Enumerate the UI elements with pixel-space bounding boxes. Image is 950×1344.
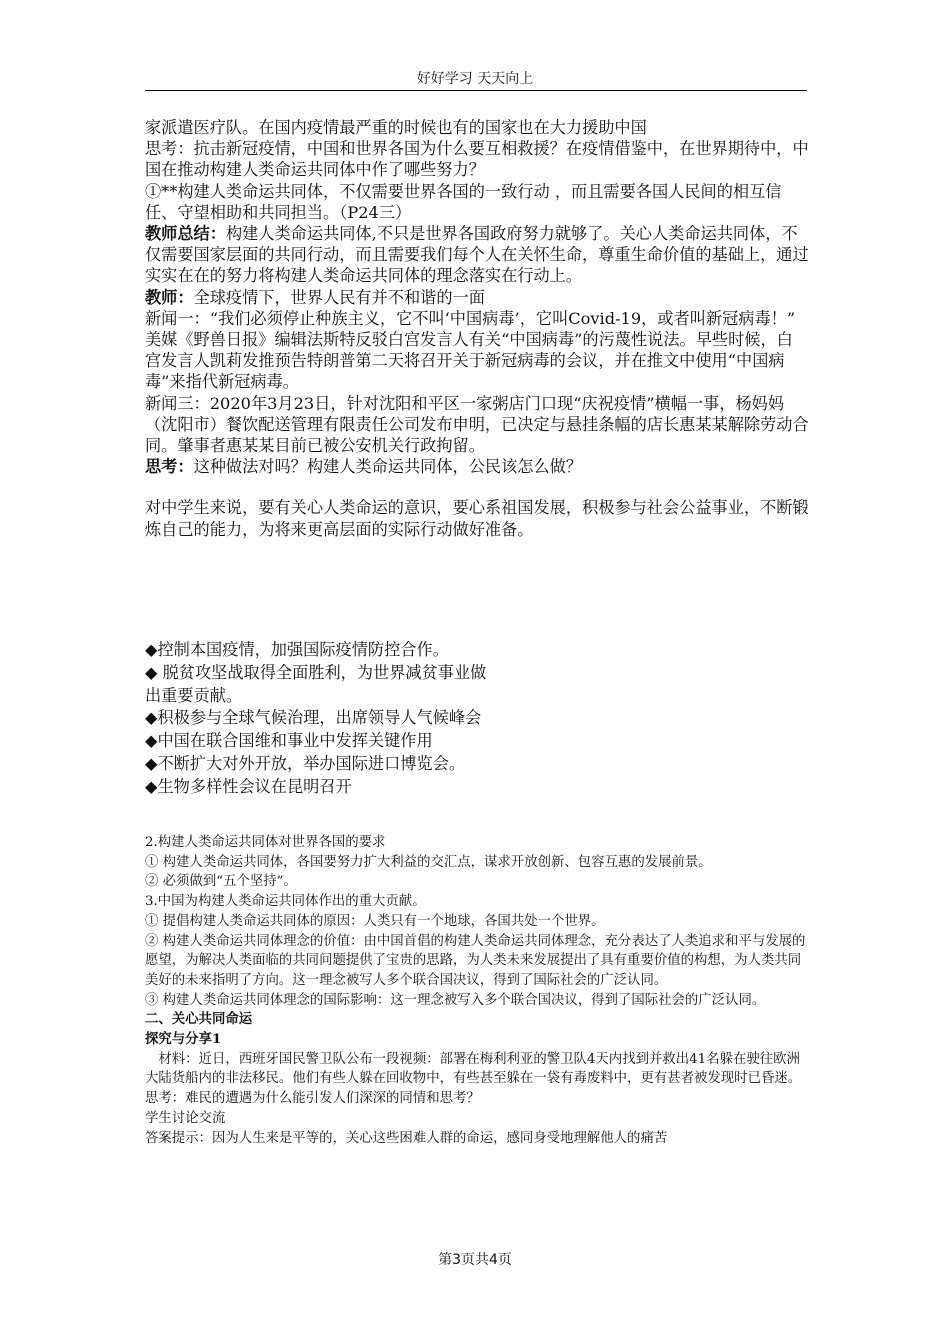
bullet-item: ◆ 脱贫攻坚战取得全面胜利，为世界减贫事业做: [145, 662, 487, 682]
teacher-summary: [145, 223, 809, 287]
discussion-line: 学生讨论交流: [145, 1110, 226, 1126]
answer-line: 答案提示：因为人生来是平等的，关心这些困难人群的命运，感同身受地理解他人的痛苦: [145, 1130, 668, 1146]
contribution-3: ③ 构建人类命运共同体理念的国际影响：这一理念被写入多个联合国决议，得到了国际社会的广泛认同。: [145, 992, 766, 1008]
think-3: 思考：难民的遭遇为什么能引发人们深深的同情和思考？: [145, 1091, 480, 1107]
bullet-item: ◆中国在联合国维和事业中发挥关键作用: [145, 731, 433, 751]
news-three: 新闻三：2020年3月23日，针对沈阳和平区一家粥店门口现“庆祝疫情”横幅一事，杨妈妈（沈阳市）餐饮配送管理有限责任公司发布申明，已决定与悬挂条幅的店长惠某某解除劳动合同。肇事者惠某某目前已被公安机关行政拘留。: [145, 393, 809, 456]
knowledge-section: [145, 833, 809, 1148]
requirement-1: ① 构建人类命运共同体，各国要努力扩大利益的交汇点，谋求开放创新、包容互惠的发展前景。: [145, 854, 712, 870]
think-2-label: 思考：: [145, 457, 194, 477]
bullet-item: ◆生物多样性会议在昆明召开: [145, 776, 352, 796]
page-header: 好好学习 天天向上: [416, 71, 534, 87]
think-2: [145, 456, 809, 477]
section-2-heading: 二、关心共同命运: [145, 1011, 253, 1028]
student-paragraph: 对中学生来说，要有关心人类命运的意识，要心系祖国发展，积极参与社会公益事业，不断锻炼自己的能力，为将来更高层面的实际行动做好准备。: [145, 498, 809, 539]
material-paragraph: 材料：近日，西班牙国民警卫队公布一段视频：部署在梅利利亚的警卫队4天内找到并救出41名躲在驶往欧洲大陆货船内的非法移民。他们有些人躲在回收物中，有些甚至躲在一袋有毒废料中，更有甚者被发现时已昏迷。: [145, 1051, 802, 1087]
paragraph-intro: 家派遣医疗队。在国内疫情最严重的时候也有的国家也在大力援助中国: [145, 118, 647, 137]
paragraph-think-1: 思考：抗击新冠疫情，中国和世界各国为什么要互相救援？在疫情借鉴中，在世界期待中，中国在推动构建人类命运共同体中作了哪些努力？: [145, 139, 809, 180]
header-divider: [145, 90, 807, 91]
bullet-list: [145, 639, 809, 799]
main-content-top: [145, 117, 809, 540]
think-2-text: 这种做法对吗？构建人类命运共同体，公民该怎么做？: [193, 457, 583, 477]
bullet-item: ◆积极参与全球气候治理，出席领导人气候峰会: [145, 708, 482, 728]
paragraph-point-1: ①**构建人类命运共同体，不仅需要世界各国的一致行动 ，而且需要各国人民间的相互信任、守望相助和共同担当。（P24三）: [145, 181, 782, 222]
contributions-heading: 3.中国为构建人类命运共同体作出的重大贡献。: [145, 894, 426, 910]
bullet-item: ◆控制本国疫情，加强国际疫情防控合作。: [145, 640, 449, 659]
bullet-item: 出重要贡献。: [145, 685, 243, 705]
contribution-2: ② 构建人类命运共同体理念的价值：由中国首倡的构建人类命运共同体理念，充分表达了人类追求和平与发展的愿望，为解决人类面临的共同问题提供了宝贵的思路，为人类未来发展提出了具有重要价值的构想，为人类共同美好的未来指明了方向。这一理念被写人多个联合国决议，得到了国际社会的广泛认同。: [145, 933, 806, 988]
page-footer: 第3页共4页: [438, 1252, 512, 1268]
requirement-2: ② 必须做到“五个坚持”。: [145, 874, 297, 890]
requirements-heading: 2.构建人类命运共同体对世界各国的要求: [145, 835, 386, 850]
teacher-intro-text: 全球疫情下，世界人民有并不和谐的一面: [193, 287, 485, 307]
teacher-summary-text: 构建人类命运共同体,不只是世界各国政府努力就够了。关心人类命运共同体，不仅需要国家层面的共同行动，而且需要我们每个人在关怀生命，尊重生命价值的基础上，通过实实在在的努力将构建人类命运共同体的理念落实在行动上。: [145, 224, 809, 286]
teacher-summary-label: 教师总结：: [145, 224, 226, 244]
teacher-intro-label: 教师：: [145, 287, 194, 307]
contribution-1: ① 提倡构建人类命运共同体的原因：人类只有一个地球，各国共处一个世界。: [145, 913, 605, 929]
teacher-intro: [145, 287, 809, 308]
explore-heading: 探究与分享1: [145, 1031, 222, 1048]
news-one: 新闻一：“我们必须停止种族主义，它不叫‘中国病毒’，它叫Covid-19，或者叫新冠病毒！” 美媒《野兽日报》编辑法斯特反驳白宫发言人有关“中国病毒”的污蔑性说法。早些时候，白宫发言人凯莉发推预告特朗普第二天将召开关于新冠病毒的会议，并在推文中使用“中国病毒”来指代新冠病毒。: [145, 308, 796, 392]
bullet-item: ◆不断扩大对外开放，举办国际进口博览会。: [145, 753, 466, 773]
